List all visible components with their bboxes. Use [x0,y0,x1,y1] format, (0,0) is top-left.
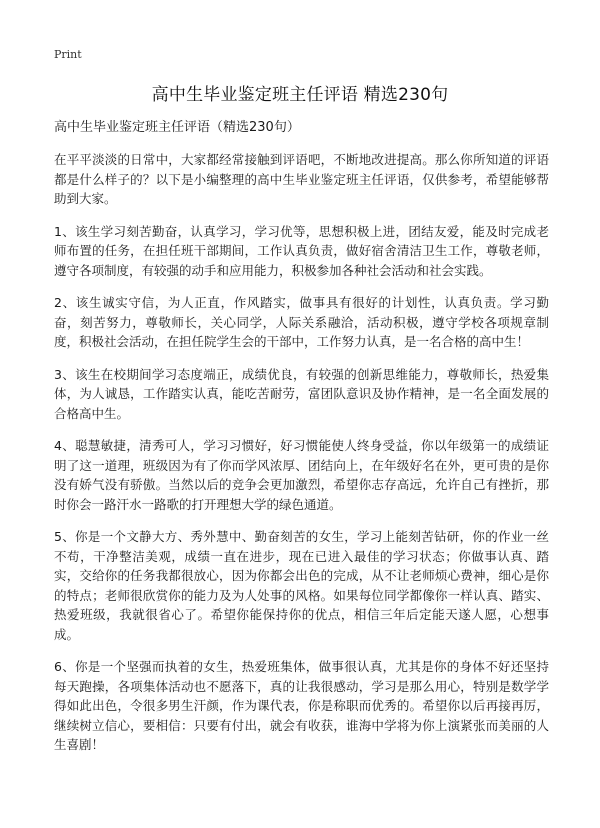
article-body [54,118,549,768]
comment-item-5: 5、你是一个文静大方、秀外慧中、勤奋刻苦的女生，学习上能刻苦钻研，你的作业一丝不苟，干净整洁美观，成绩一直在进步，现在已进入最佳的学习状态；你做事认真、踏实，交给你的任务我都很放心，因为你都会出色的完成，从不让老师烦心费神，细心是你的特点；老师很欣赏你的能力及为人处事的风格。如果每位同学都像你一样认真、踏实、热爱班级，我就很省心了。希望你能保持你的优点，相信三年后定能天遂人愿，心想事成。 [54,529,549,642]
comment-item-2: 2、该生诚实守信，为人正直，作风踏实，做事具有很好的计划性，认真负责。学习勤奋，刻苦努力，尊敬师长，关心同学，人际关系融洽，活动积极，遵守学校各项规章制度，积极社会活动，在担任院学生会的干部中，工作努力认真，是一名合格的高中生！ [54,295,549,349]
comment-item-4: 4、聪慧敏捷，清秀可人，学习习惯好，好习惯能使人终身受益，你以年级第一的成绩证明了这一道理，班级因为有了你而学风浓厚、团结向上，在年级好名在外，更可贵的是你没有娇气没有骄傲。当然以后的竞争会更加激烈，希望你志存高远，允许自己有挫折，那时你会一路汗水一路歌的打开理想大学的绿色通道。 [54,438,549,512]
subtitle: 高中生毕业鉴定班主任评语（精选230句） [54,120,300,135]
comment-item-3: 3、该生在校期间学习态度端正，成绩优良，有较强的创新思维能力，尊敬师长，热爱集体，为人诚恳，工作踏实认真，能吃苦耐劳，富团队意识及协作精神，是一名全面发展的合格高中生。 [54,366,549,421]
print-link[interactable]: Print [54,48,82,61]
comment-item-6: 6、你是一个坚强而执着的女生，热爱班集体，做事很认真，尤其是你的身体不好还坚持每天跑操，各项集体活动也不愿落下，真的让我很感动，学习是那么用心，特别是数学学得如此出色，令很多男生汗颜，作为课代表，你是称职而优秀的。希望你以后再接再厉，继续树立信心，要相信：只要有付出，就会有收获，谁海中学将为你上演紧张而美丽的人生喜剧！ [54,659,549,752]
intro-paragraph: 在平平淡淡的日常中，大家都经常接触到评语吧，不断地改进提高。那么你所知道的评语都是什么样子的？以下是小编整理的高中生毕业鉴定班主任评语，仅供参考，希望能够帮助到大家。 [54,152,549,206]
comment-item-1: 1、该生学习刻苦勤奋，认真学习，学习优等，思想积极上进，团结友爱，能及时完成老师布置的任务，在担任班干部期间，工作认真负责，做好宿舍清洁卫生工作，尊敬老师，遵守各项制度，有较强的动手和应用能力，积极参加各种社会活动和社会实践。 [54,223,549,278]
page-title: 高中生毕业鉴定班主任评语 精选230句 [151,85,449,105]
